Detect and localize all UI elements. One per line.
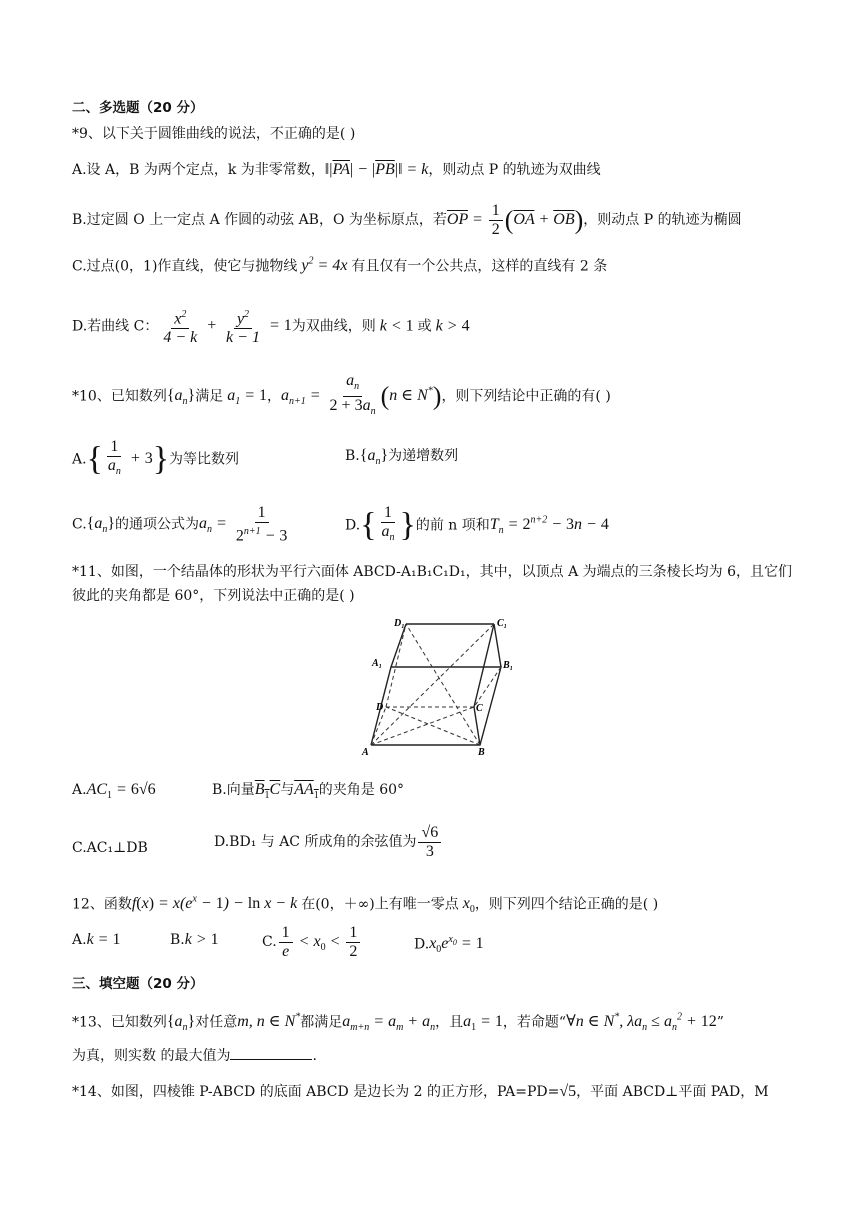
q11-option-b-post: 的夹角是 60°: [318, 782, 405, 798]
formula-curve-c: $\frac{x^2}{4 - k}$ + $\frac{y^2}{k - 1}$ = 1: [158, 317, 291, 334]
label-c1: C₁: [497, 618, 508, 629]
formula-a1: $a_1 = 1$: [223, 387, 267, 408]
edge-d-d1: [386, 624, 406, 707]
q13-stem-mid2: 都满足: [300, 1014, 343, 1031]
diagonal-a-c: [371, 707, 474, 745]
option-c-text-post: 有且仅有一个公共点，这样的直线有 2 条: [351, 258, 608, 275]
edge-b1-c1: [494, 624, 501, 667]
formula-forall: ∀n ∈ N*, $\lambda a_n \le a_n^2 + 12$: [566, 1012, 717, 1034]
q13-stem-mid1: 对任意: [195, 1014, 238, 1031]
q10-stem-mid1: 满足: [195, 388, 224, 405]
parallelepiped-figure: [356, 612, 516, 757]
formula-k-less-1: k < 1: [375, 317, 414, 335]
label-d1: D₁: [394, 618, 405, 629]
formula-q13-a1: $a_1 = 1$: [463, 1013, 503, 1034]
option-b-text-pre: B.过定圆 O 上一定点 A 作圆的动弦 AB，O 为坐标原点，若: [72, 212, 447, 229]
q10-option-a-pre: A.: [72, 451, 87, 468]
question-10-stem: [72, 372, 800, 421]
question-11-option-d: [214, 824, 800, 861]
q10-option-b-pre: B.: [345, 448, 360, 464]
option-b-text-post: ，则动点 P 的轨迹为椭圆: [583, 212, 742, 229]
q10-option-d-pre: D.: [345, 517, 361, 534]
label-a: A: [362, 747, 369, 757]
formula-ac1: $AC_1 = 6√6$: [86, 781, 156, 802]
formula-q10-a: { $\frac{1}{a_n}$ + 3}: [86, 438, 170, 478]
label-a1: A₁: [372, 658, 383, 669]
q12-stem-pre: 12、函数: [72, 896, 132, 913]
question-11-option-b: [212, 780, 800, 806]
q10-stem-pre: *10、已知数列: [72, 388, 167, 405]
formula-sqrt5: √5: [559, 1083, 577, 1100]
section-heading-multiple-choice: 二、多选题（20 分）: [72, 100, 204, 116]
question-9-option-d: [72, 306, 800, 347]
q12-stem-post: ，则下列四个结论正确的是( ): [474, 896, 659, 913]
formula-x0-ex0: $x_0e^{x_0} = 1$: [429, 934, 484, 956]
formula-mn-in-n: m, n ∈ N*: [237, 1012, 301, 1031]
edge-b1-c-dash: [474, 667, 501, 707]
q13-stem-mid3: ，且: [435, 1014, 464, 1031]
option-c-text-pre: C.过点(0，1)作直线，使它与抛物线: [72, 258, 298, 275]
formula-k-greater-4: k > 4: [431, 317, 470, 335]
label-c: C: [476, 703, 483, 714]
question-11-option-c: C.AC₁⊥DB: [72, 840, 148, 856]
question-9-stem: *9、以下关于圆锥曲线的说法，不正确的是( ): [72, 126, 356, 142]
edge-c1-c: [474, 624, 494, 707]
q13-line2-post: .: [312, 1048, 317, 1064]
question-9-option-c: [72, 252, 800, 276]
diagonal-b-d1: [406, 624, 480, 745]
answer-blank[interactable]: [230, 1047, 312, 1060]
q14-stem-pre: *14、如图，四棱锥 P-ABCD 的底面 ABCD 是边长为 2 的正方形，PA=PD=: [72, 1084, 560, 1100]
formula-sqrt6-over-3: $\frac{√6}{3}$: [416, 833, 443, 850]
formula-q10-c-seq: $\{a_n\}$: [86, 515, 116, 536]
question-9-option-b: [72, 202, 800, 239]
q14-stem-post: ，平面 ABCD⊥平面 PAD，M: [576, 1084, 769, 1100]
formula-q10-c-general: $a_n$ = $\frac{1}{2^{n+1} - 3}$: [199, 504, 288, 545]
q13-stem-mid4: ，若命题“: [502, 1014, 567, 1031]
question-11-stem: *11、如图，一个结晶体的形状为平行六面体 ABCD-A₁B₁C₁D₁，其中，以顶点 A 为端点的三条棱长均为 6，且它们彼此的夹角都是 60°，下列说法中正确的是( ): [72, 564, 792, 604]
diagonal-b-d: [386, 707, 480, 745]
diagonal-a-c1: [371, 624, 494, 745]
q11-option-b-pre: B.向量: [212, 782, 255, 798]
label-b: B: [478, 747, 485, 757]
formula-q10-d-seq: { $\frac{1}{a_n}$ }: [360, 504, 416, 544]
label-b1: B₁: [503, 660, 514, 671]
q12-option-c-label: C.: [262, 934, 277, 951]
formula-op: $\overline{OP}$ = $\frac{1}{2}$ $(\overline{OA} + \overline{OB})$: [446, 202, 584, 238]
question-13-line-2: [72, 1046, 800, 1066]
formula-k-gt-1: k > 1: [184, 931, 219, 948]
q13-line2-pre: 为真，则实数 的最大值为: [72, 1048, 231, 1064]
q10-option-a-post: 为等比数列: [169, 451, 240, 468]
q12-option-d-label: D.: [414, 936, 430, 953]
q11-option-b-mid: 与: [280, 782, 295, 798]
formula-parabola: $y^2 = 4x$: [297, 256, 352, 275]
question-9-option-a: [72, 160, 800, 180]
formula-fx: $f(x) = x(e^x - 1) - \ln x - k$: [131, 894, 302, 913]
question-14-stem: [72, 1082, 800, 1102]
question-10-option-d: [345, 504, 800, 547]
formula-x0: $x_0$: [458, 895, 475, 916]
formula-sequence-an: $\{a_n\}$: [166, 387, 196, 408]
formula-q10-d-sum: $T_n = 2^{n+2} - 3n - 4$: [489, 514, 609, 537]
option-d-text-mid: 为双曲线，则: [291, 318, 376, 335]
formula-b1c: $B_1C$: [254, 781, 281, 802]
option-a-text-pre: A.设 A，B 为两个定点，k 为非零常数，: [72, 162, 325, 178]
question-10-option-b: [345, 438, 800, 477]
q10-option-c-pre: C.: [72, 516, 87, 533]
label-d: D: [376, 702, 384, 713]
q10-option-c-post: 的通项公式为: [115, 516, 200, 533]
section-heading-fill-in: 三、填空题（20 分）: [72, 976, 204, 992]
formula-amn: $a_{m+n} = a_m + a_n$: [342, 1013, 436, 1034]
q11-option-d-pre: D.BD₁ 与 AC 所成角的余弦值为: [214, 834, 417, 851]
q13-stem-post: ”: [716, 1014, 724, 1031]
q12-stem-mid: 在(0，＋∞)上有唯一零点: [301, 896, 459, 913]
question-13-line-1: [72, 1008, 800, 1039]
option-a-text-post: ，则动点 P 的轨迹为双曲线: [428, 162, 601, 178]
formula-x0-range: $\frac{1}{e}$ < $x_0$ < $\frac{1}{2}$: [277, 933, 363, 950]
q10-stem-mid2: ，: [267, 388, 281, 405]
formula-k-eq-1: k = 1: [86, 931, 121, 948]
q13-stem-pre: *13、已知数列: [72, 1014, 167, 1031]
q10-option-d-post: 的前 n 项和: [415, 517, 490, 534]
option-d-text-pre: D.若曲线 C：: [72, 318, 159, 335]
q12-option-a-label: A.: [72, 932, 87, 948]
option-d-text-or: 或: [417, 318, 432, 335]
formula-pa-pb: $‖|\overline{PA}|$ − $|\overline{PB}|‖ = k$: [324, 161, 429, 178]
question-12-stem: [72, 890, 800, 921]
formula-recurrence: $a_{n+1}$ = $\frac{a_n}{2 + 3a_n}$ (n ∈ N*): [281, 372, 442, 418]
formula-aa1: $AA_1$: [294, 781, 319, 802]
formula-q10-b: $\{a_n\}$: [359, 447, 389, 468]
q12-option-a: [72, 932, 120, 948]
q10-option-b-post: 为递增数列: [388, 448, 459, 464]
formula-q13-seq: $\{a_n\}$: [166, 1013, 196, 1034]
edge-a1-d1: [391, 624, 406, 667]
q11-option-a-pre: A.: [72, 782, 87, 798]
q10-stem-post: ，则下列结论中正确的有( ): [441, 388, 611, 405]
q12-option-d: [414, 930, 800, 961]
q12-option-b-label: B.: [170, 932, 185, 948]
